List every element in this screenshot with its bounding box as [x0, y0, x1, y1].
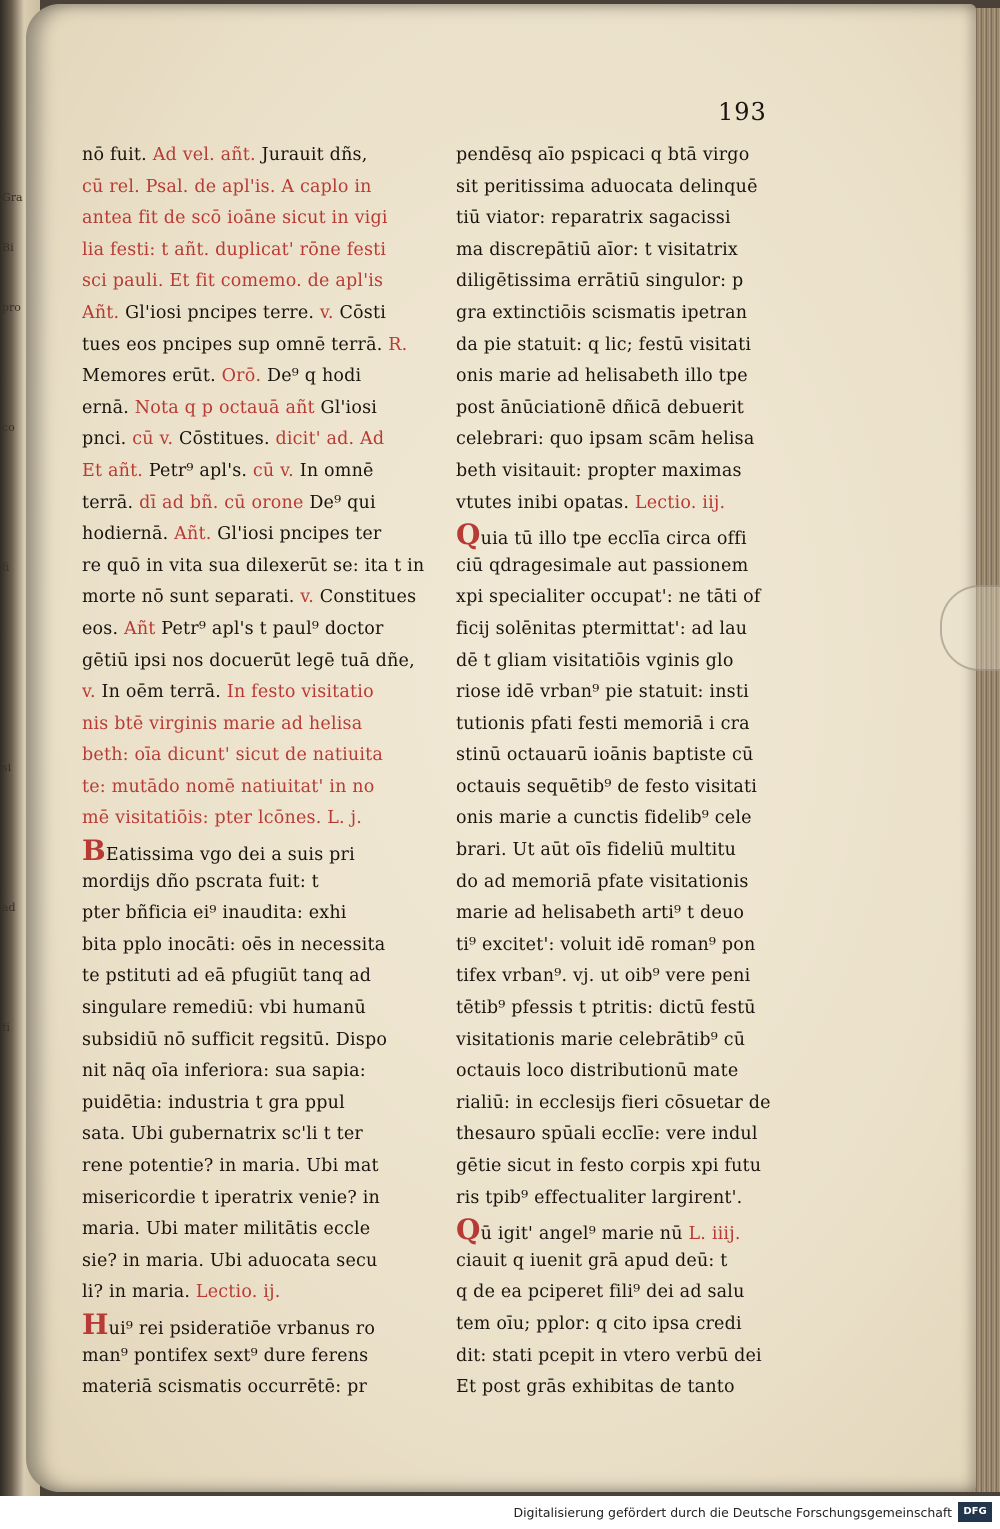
body-text: q de ea pciperet fili⁹ dei ad salu — [456, 1282, 745, 1303]
text-line — [456, 898, 820, 930]
rubric-text: antea fit de scō ioāne sicut in vigi — [82, 208, 388, 229]
body-text: sie? in maria. Ubi aduocata secu — [82, 1250, 378, 1271]
body-text: ū igit' angel⁹ marie nū — [480, 1224, 689, 1245]
rubric-text: Lectio. ij. — [195, 1282, 281, 1303]
text-line — [82, 803, 440, 835]
text-line — [82, 519, 440, 551]
body-text: ma discrepātiū aīor: t visitatrix — [456, 239, 738, 260]
text-line — [456, 1246, 820, 1278]
rubric-text: dī ad bñ. cū orone — [139, 492, 304, 513]
rubric-text: dicit' ad. Ad — [275, 429, 385, 450]
text-line — [456, 456, 820, 488]
text-line — [456, 203, 820, 235]
left-text-column — [82, 140, 440, 1404]
rubric-text: nis btē virginis marie ad helisa — [82, 713, 363, 734]
text-line — [82, 1151, 440, 1183]
text-line — [82, 1309, 440, 1341]
text-line — [456, 1151, 820, 1183]
body-text: tutionis pfati festi memoriā i cra — [456, 713, 750, 734]
body-text: maria. Ubi mater militātis eccle — [82, 1219, 371, 1240]
text-line — [82, 1025, 440, 1057]
text-line — [456, 330, 820, 362]
rubric-text: Nota q p octauā añt — [134, 397, 315, 418]
text-line — [456, 993, 820, 1025]
body-text: Jurauit dñs, — [255, 145, 368, 165]
body-text: stinū octauarū ioānis baptiste cū — [456, 745, 754, 766]
text-line — [82, 867, 440, 899]
body-text: beth visitauit: propter maximas — [456, 460, 742, 481]
text-line — [82, 614, 440, 646]
margin-fragment: fi — [2, 561, 10, 574]
text-line — [82, 203, 440, 235]
text-line — [82, 140, 440, 172]
body-text: singulare remediū: vbi humanū — [82, 998, 366, 1019]
body-text: nō fuit. — [82, 145, 153, 165]
body-text: Eatissima vgo dei a suis pri — [105, 845, 355, 866]
text-line — [456, 1309, 820, 1341]
body-text: morte nō sunt separati. — [82, 587, 301, 608]
text-line — [82, 361, 440, 393]
body-text: gra extinctiōis scismatis ipetran — [456, 302, 748, 323]
text-line — [82, 266, 440, 298]
text-line — [82, 298, 440, 330]
body-text: eos. — [82, 618, 124, 639]
text-line — [456, 1372, 820, 1404]
body-text: puidētia: industria t gra ppul — [82, 1092, 345, 1113]
text-line — [82, 1214, 440, 1246]
margin-fragment: Bi — [2, 241, 14, 254]
text-line — [82, 330, 440, 362]
text-line — [456, 1183, 820, 1215]
margin-fragment: ad — [2, 901, 16, 914]
body-text: ficij solēnitas ptermittat': ad lau — [456, 618, 748, 639]
body-text: tifex vrban⁹. vj. ut oib⁹ vere peni — [456, 966, 751, 987]
body-text: ciū qdragesimale aut passionem — [456, 555, 749, 576]
text-line — [456, 551, 820, 583]
rubric-text: cū v. — [252, 460, 294, 481]
rubric-text: lia festi: t añt. duplicat' rōne festi — [82, 239, 387, 260]
body-text: Gl'iosi pncipes terre. — [119, 302, 320, 323]
body-text: thesauro spūali ecclīe: vere indul — [456, 1124, 758, 1145]
body-text: ernā. — [82, 397, 135, 418]
body-text: tues eos pncipes sup omnē terrā. — [82, 334, 389, 355]
body-text: nit nāq oīa inferiora: sua sapia: — [82, 1061, 366, 1082]
text-line — [456, 298, 820, 330]
text-line — [456, 140, 820, 172]
rubric-text: Lectio. iij. — [634, 492, 726, 513]
text-line — [456, 1214, 820, 1246]
drop-initial: H — [82, 1308, 109, 1341]
body-text: Cōsti — [333, 302, 387, 323]
body-text: riose idē vrban⁹ pie statuit: insti — [456, 682, 749, 703]
body-text: vtutes inibi opatas. — [456, 492, 635, 513]
text-line — [456, 803, 820, 835]
body-text: te pstituti ad eā pfugiūt tanq ad — [82, 966, 372, 987]
text-line — [82, 740, 440, 772]
text-line — [456, 1088, 820, 1120]
text-line — [82, 1372, 440, 1404]
rubric-text: beth: oīa dicunt' sicut de natiuita — [82, 745, 384, 766]
text-line — [82, 930, 440, 962]
body-text: rene potentie? in maria. Ubi mat — [82, 1156, 379, 1176]
body-text: pter bñficia ei⁹ inaudita: exhi — [82, 903, 347, 924]
body-text: De⁹ q hodi — [261, 366, 362, 387]
body-text: gētiū ipsi nos docuerūt legē tuā dñe, — [82, 650, 415, 671]
rubric-text: v. — [82, 682, 96, 703]
text-line — [456, 961, 820, 993]
text-line — [82, 709, 440, 741]
body-text: octauis sequētib⁹ de festo visitati — [456, 776, 758, 797]
text-line — [82, 235, 440, 267]
body-text: misericordie t iperatrix venie? in — [82, 1187, 380, 1208]
body-text: visitationis marie celebrātib⁹ cū — [456, 1029, 746, 1050]
drop-initial: Q — [456, 519, 481, 551]
text-line — [82, 456, 440, 488]
text-line — [456, 1341, 820, 1373]
body-text: octauis loco distributionū mate — [456, 1061, 739, 1082]
text-line — [456, 709, 820, 741]
body-text: celebrari: quo ipsam scām helisa — [456, 429, 755, 450]
body-text: Gl'iosi pncipes ter — [211, 524, 382, 545]
text-line — [456, 772, 820, 804]
text-line — [82, 1246, 440, 1278]
text-line — [82, 172, 440, 204]
text-line — [456, 361, 820, 393]
body-text: li? in maria. — [82, 1282, 196, 1303]
text-line — [456, 835, 820, 867]
margin-fragment: pro — [2, 301, 21, 314]
body-text: dit: stati pcepit in vtero verbū dei — [456, 1345, 762, 1366]
body-text: Petr⁹ apl's. — [143, 460, 253, 481]
text-line — [82, 677, 440, 709]
body-text: sit peritissima aduocata delinquē — [456, 176, 758, 197]
text-line — [456, 488, 820, 520]
rubric-text: Et añt. — [82, 460, 144, 481]
rubric-text: Orō. — [221, 366, 262, 387]
body-text: xpi specialiter occupat': ne tāti of — [456, 587, 761, 608]
text-line — [456, 1056, 820, 1088]
body-text: post ānūciationē dñicā debuerit — [456, 397, 744, 418]
body-text: pendēsq aīo pspicaci q btā virgo — [456, 145, 750, 165]
body-text: Petr⁹ apl's t paul⁹ doctor — [155, 618, 384, 639]
body-text: Cōstitues. — [173, 429, 276, 450]
body-text: mordijs dño pscrata fuit: t — [82, 871, 319, 892]
body-text: tiū viator: reparatrix sagacissi — [456, 208, 731, 229]
rubric-text: Añt. — [82, 302, 120, 323]
text-line — [82, 772, 440, 804]
rubric-text: cū rel. Psal. de apl'is. A caplo in — [82, 176, 372, 197]
body-text: da pie statuit: q lic; festū visitati — [456, 334, 752, 355]
drop-initial: Q — [456, 1214, 481, 1246]
margin-fragment: ti — [2, 1021, 10, 1034]
text-line — [82, 488, 440, 520]
rubric-text: L. iiij. — [688, 1224, 741, 1245]
folio-number: 193 — [718, 98, 767, 126]
text-line — [82, 961, 440, 993]
body-text: onis marie ad helisabeth illo tpe — [456, 366, 748, 387]
footer-bar — [0, 1496, 1000, 1529]
body-text: In omnē — [293, 460, 374, 481]
rubric-text: v. — [300, 587, 315, 608]
text-line — [456, 867, 820, 899]
rubric-text: v. — [319, 302, 334, 323]
body-text: Constitues — [314, 587, 417, 608]
body-text: hodiernā. — [82, 524, 175, 545]
body-text: ciauit q iuenit grā apud deū: t — [456, 1250, 728, 1271]
text-line — [456, 740, 820, 772]
text-line — [456, 930, 820, 962]
text-line — [456, 519, 820, 551]
body-text: marie ad helisabeth arti⁹ t deuo — [456, 903, 745, 924]
text-line — [82, 1088, 440, 1120]
body-text: tētib⁹ pfessis t ptritis: dictū festū — [456, 998, 756, 1019]
body-text: ti⁹ excitet': voluit idē roman⁹ pon — [456, 934, 756, 955]
body-text: diligētissima errātiū singulor: p — [456, 271, 744, 292]
rubric-text: R. — [388, 334, 408, 355]
text-line — [456, 1025, 820, 1057]
text-line — [82, 1277, 440, 1309]
rubric-text: Añt. — [174, 524, 212, 545]
drop-initial: B — [82, 835, 106, 867]
rubric-text: Ad vel. añt. — [152, 145, 256, 165]
body-text: onis marie a cunctis fidelib⁹ cele — [456, 808, 752, 829]
funding-credit: Digitalisierung gefördert durch die Deutsche Forschungsgemeinschaft — [513, 1505, 952, 1520]
text-line — [456, 235, 820, 267]
body-text: ui⁹ rei psideratiōe vrbanus ro — [108, 1318, 376, 1339]
text-line — [82, 1341, 440, 1373]
body-text: dē t gliam visitatiōis vginis glo — [456, 650, 734, 671]
body-text: Et post grās exhibitas de tanto — [456, 1377, 735, 1398]
rubric-text: te: mutādo nomē natiuitat' in no — [82, 776, 375, 797]
rubric-text: Añt — [124, 618, 156, 639]
text-line — [456, 1119, 820, 1151]
text-line — [82, 835, 440, 867]
text-line — [456, 582, 820, 614]
body-text: pnci. — [82, 429, 133, 450]
body-text: brari. Ut aūt oīs fideliū multitu — [456, 840, 737, 861]
text-line — [82, 1183, 440, 1215]
margin-fragment: co — [2, 421, 15, 434]
text-line — [82, 898, 440, 930]
body-text: In oēm terrā. — [95, 682, 227, 703]
text-line — [456, 393, 820, 425]
text-line — [82, 993, 440, 1025]
rubric-text: mē visitatiōis: pter lcōnes. L. j. — [82, 808, 362, 829]
text-line — [82, 1119, 440, 1151]
body-text: Gl'iosi — [314, 397, 378, 418]
body-text: subsidiū nō sufficit regsitū. Dispo — [82, 1029, 388, 1050]
rubric-text: sci pauli. Et fit comemo. de apl'is — [82, 271, 384, 292]
rubric-text: In festo visitatio — [226, 682, 374, 703]
body-text: Memores erūt. — [82, 366, 222, 387]
rubric-text: cū v. — [132, 429, 174, 450]
text-line — [82, 424, 440, 456]
dfg-logo: DFG — [958, 1502, 992, 1522]
body-text: gētie sicut in festo corpis xpi futu — [456, 1156, 762, 1176]
body-text: De⁹ qui — [303, 492, 376, 513]
margin-fragment: si — [2, 761, 12, 774]
body-text: uia tū illo tpe ecclīa circa offi — [480, 529, 747, 550]
text-line — [82, 646, 440, 678]
body-text: terrā. — [82, 492, 140, 513]
body-text: materiā scismatis occurrētē: pr — [82, 1377, 368, 1398]
margin-fragment: Gra — [2, 191, 23, 204]
text-line — [456, 646, 820, 678]
text-line — [82, 582, 440, 614]
text-line — [456, 614, 820, 646]
text-line — [82, 393, 440, 425]
text-line — [82, 1056, 440, 1088]
body-text: do ad memoriā pfate visitationis — [456, 871, 749, 892]
body-text: tem oīu; pplor: q cito ipsa credi — [456, 1313, 742, 1334]
body-text: sata. Ubi gubernatrix sc'li t ter — [82, 1124, 363, 1145]
body-text: re quō in vita sua dilexerūt se: ita t in — [82, 555, 425, 576]
body-text: ris tpib⁹ effectualiter largirent'. — [456, 1187, 743, 1208]
text-line — [456, 677, 820, 709]
text-line — [456, 172, 820, 204]
text-line — [456, 424, 820, 456]
right-text-column — [456, 140, 820, 1404]
text-line — [456, 266, 820, 298]
body-text: bita pplo inocāti: oēs in necessita — [82, 934, 386, 955]
text-line — [82, 551, 440, 583]
body-text: man⁹ pontifex sext⁹ dure ferens — [82, 1345, 369, 1366]
text-line — [456, 1277, 820, 1309]
body-text: rialiū: in ecclesijs fieri cōsuetar de — [456, 1092, 771, 1113]
